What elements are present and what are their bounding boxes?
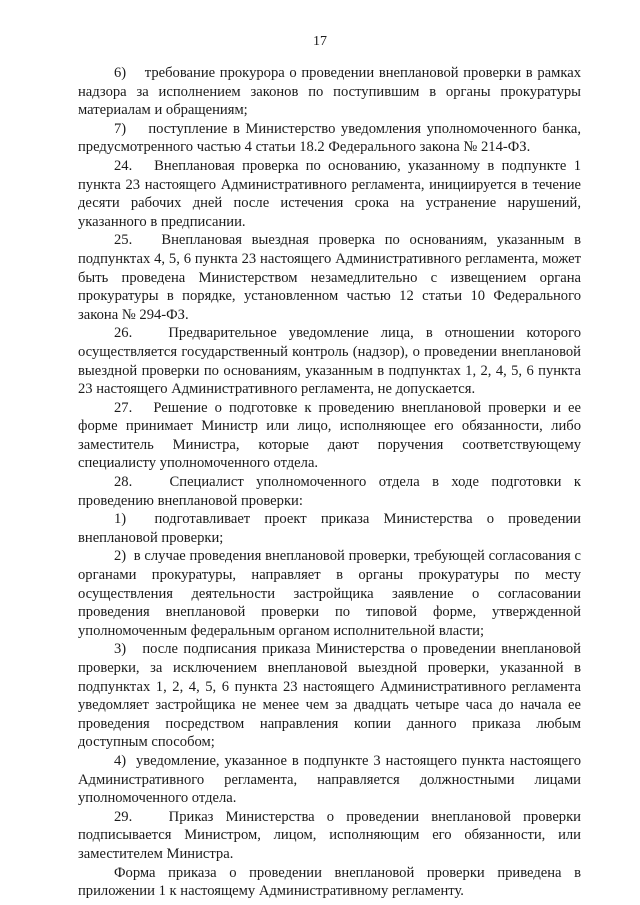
paragraph-28-item-1: 1) подготавливает проект приказа Министерства о проведении внеплановой проверки; — [78, 511, 581, 546]
paragraph-form-note: Форма приказа о проведении внеплановой проверки приведена в приложении 1 к настоящему Административному регламенту. — [78, 864, 581, 900]
page-number: 17 — [313, 34, 327, 49]
paragraph-28-item-4: 4) уведомление, указанное в подпункте 3 настоящего пункта настоящего Административного регламента, направляется должностными лицами уполномоченного отдела. — [78, 752, 581, 807]
paragraph-24: 24. Внеплановая проверка по основанию, указанному в подпункте 1 пункта 23 настоящего Административного регламента, инициируется в течение десяти рабочих дней после истечения срока на устранение нарушений, указанного в предписании. — [78, 157, 581, 230]
paragraph-28-item-2: 2) в случае проведения внеплановой проверки, требующей согласования с органами прокуратуры, направляет в органы прокуратуры по месту осуществления деятельности застройщика заявление о согласовании проведения внеплановой проверки по типовой форме, утвержденной уполномоченным федеральным органом исполнительной власти; — [78, 548, 581, 639]
paragraph-item-7: 7) поступление в Министерство уведомления уполномоченного банка, предусмотренного частью 4 статьи 18.2 Федерального закона № 214-ФЗ. — [78, 120, 581, 156]
paragraph-28-item-3: 3) после подписания приказа Министерства о проведении внеплановой проверки, за исключением внеплановой выездной проверки, указанной в подпунктах 1, 2, 4, 5, 6 пункта 23 настоящего Административного регламента уведомляет застройщика не менее чем за двадцать четыре часа до начала ее проведения посредством направления копии данного приказа любым доступным способом; — [78, 641, 581, 751]
paragraph-28: 28. Специалист уполномоченного отдела в ходе подготовки к проведению внеплановой проверки: — [78, 474, 581, 509]
paragraph-26: 26. Предварительное уведомление лица, в отношении которого осуществляется государственный контроль (надзор), о проведении внеплановой выездной проверки по основаниям, указанным в подпунктах 1, 2, 4, 5, 6 пункта 23 настоящего Административного регламента, не допускается. — [78, 325, 581, 398]
paragraph-29: 29. Приказ Министерства о проведении внеплановой проверки подписывается Министром, лицом, исполняющим его обязанности, или заместителем Министра. — [78, 808, 581, 862]
paragraph-27: 27. Решение о подготовке к проведению внеплановой проверки и ее форме принимает Министр или лицо, исполняющее его обязанности, либо заместитель Министра, которые дают поручения соответствующему специалисту уполномоченного отдела. — [78, 399, 581, 472]
paragraph-25: 25. Внеплановая выездная проверка по основаниям, указанным в подпунктах 4, 5, 6 пункта 23 настоящего Административного регламента, может быть проведена Министерством незамедлительно с извещением органа прокуратуры в порядке, установленном частью 12 статьи 10 Федерального закона № 294-ФЗ. — [78, 232, 581, 323]
document-body — [78, 64, 581, 901]
paragraph-item-6: 6) требование прокурора о проведении внеплановой проверки в рамках надзора за исполнением законов по поступившим в органы прокуратуры материалам и обращениям; — [78, 65, 581, 119]
